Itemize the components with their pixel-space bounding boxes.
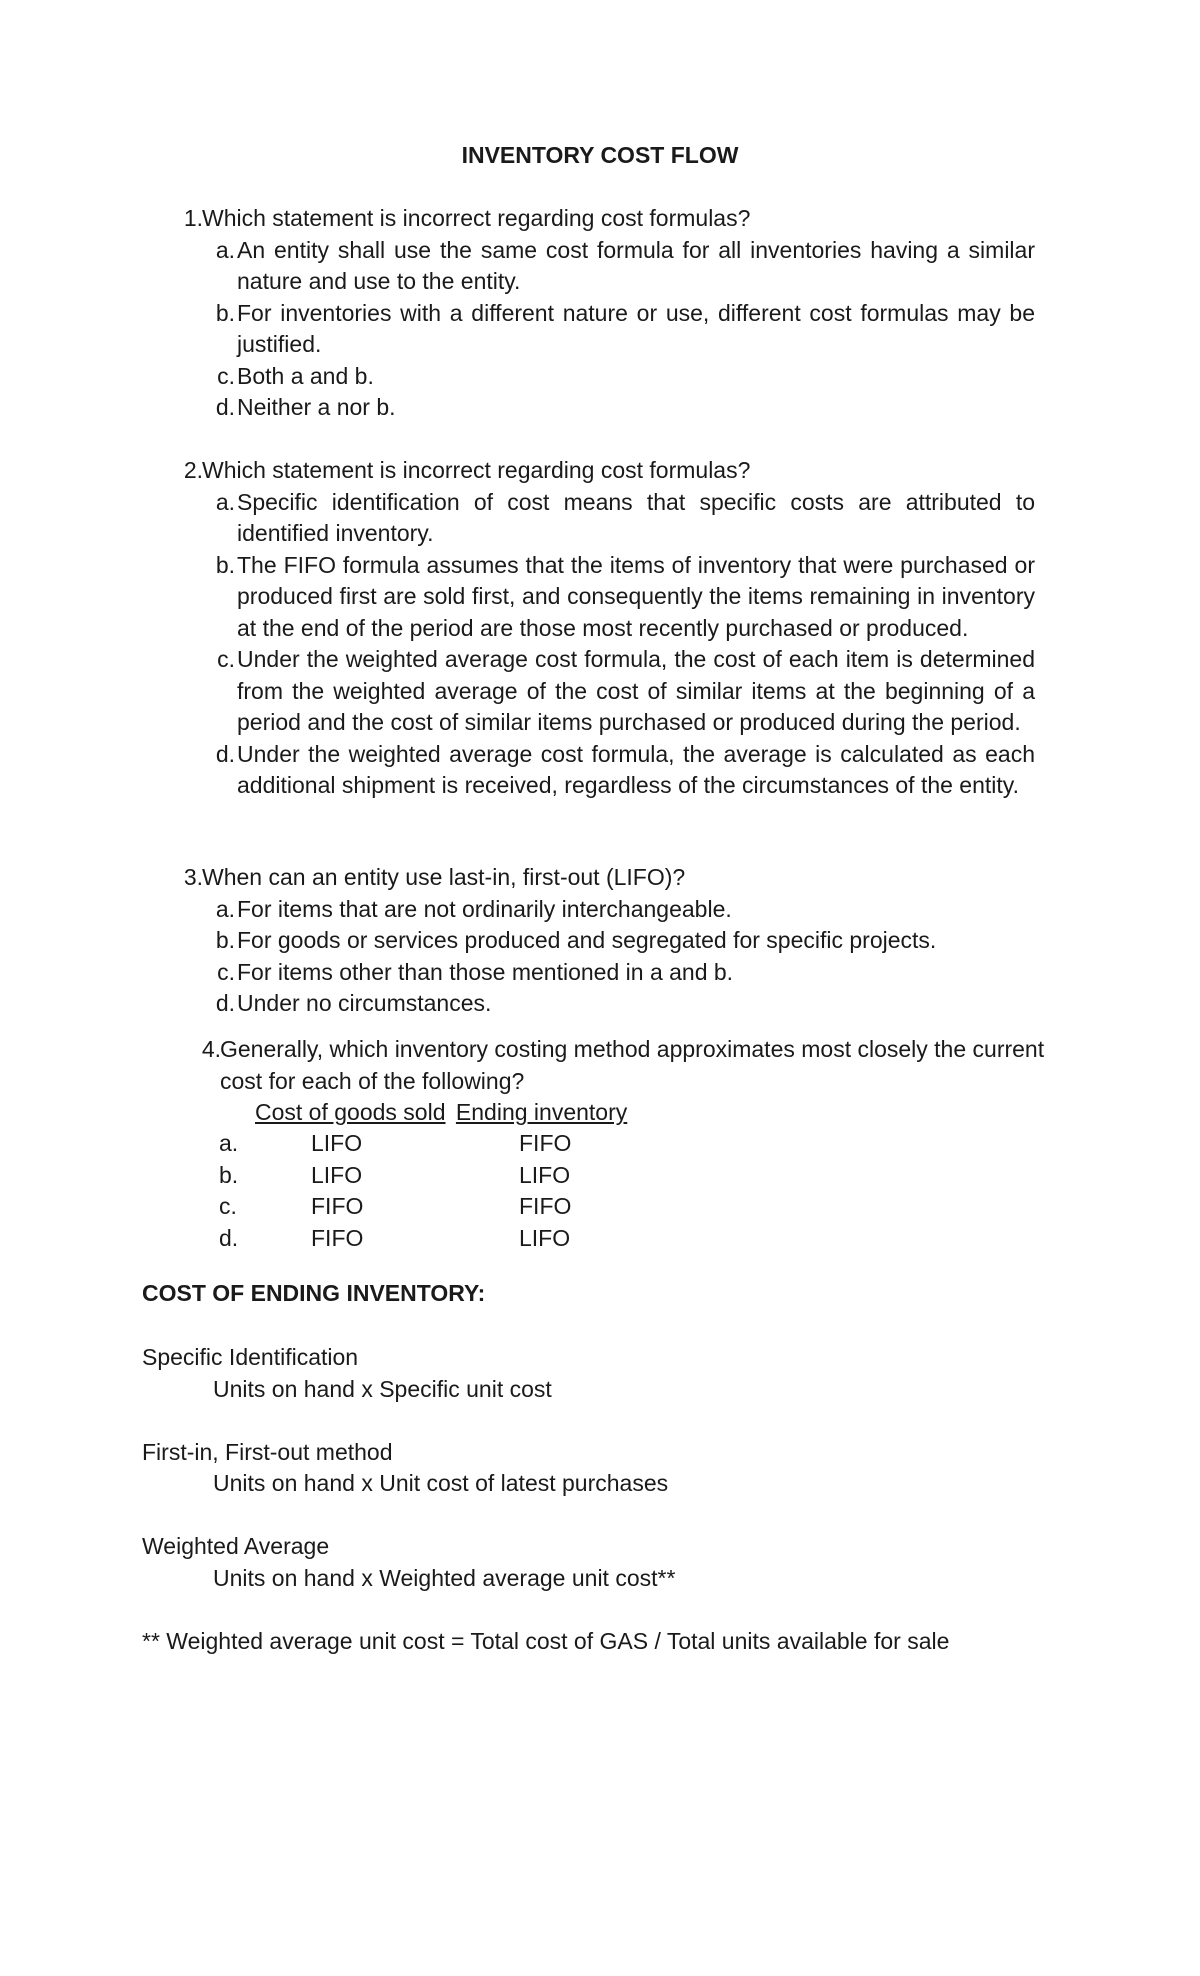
option-b [165, 550, 1035, 645]
question-2 [165, 455, 1035, 802]
question-3 [165, 862, 1035, 1020]
option-a [165, 235, 1035, 298]
table-column-ending [519, 1128, 571, 1254]
row-label: d. [219, 1224, 239, 1251]
option-text: Under the weighted average cost formula, the average is calculated as each additional shipment is received, regardless of the circumstances of the entity. [237, 740, 1035, 798]
cell-cogs: FIFO [311, 1193, 364, 1219]
question-text: Generally, which inventory costing method approximates most closely the current cost for each of the following? [220, 1036, 1045, 1094]
option-text: An entity shall use the same cost formula for all inventories having a similar nature and use to the entity. [237, 236, 1035, 294]
option-label: c. [217, 362, 235, 389]
row-label: c. [219, 1193, 237, 1219]
row-label: a. [219, 1130, 239, 1156]
method-formula: Units on hand x Weighted average unit cost** [213, 1565, 676, 1591]
question-4 [183, 1034, 1063, 1097]
option-d [165, 739, 1035, 802]
question-number: 3. [183, 864, 203, 890]
question-number: 1. [183, 205, 203, 231]
cell-cogs: FIFO [311, 1224, 364, 1251]
column-header-ending: Ending inventory [455, 1099, 628, 1125]
table-row [219, 1128, 239, 1254]
cell-ending: LIFO [519, 1224, 571, 1251]
option-c [165, 957, 1035, 989]
cell-cogs: LIFO [311, 1130, 363, 1156]
option-d [165, 988, 1035, 1020]
option-label: b. [215, 551, 235, 578]
option-label: d. [215, 990, 235, 1016]
option-a [165, 894, 1035, 926]
section-title: COST OF ENDING INVENTORY: [142, 1280, 486, 1306]
row-label: b. [219, 1161, 239, 1188]
option-label: c. [217, 958, 235, 985]
question-text: When can an entity use last-in, first-out (LIFO)? [202, 864, 686, 890]
page-title: INVENTORY COST FLOW [461, 142, 739, 168]
option-label: b. [215, 927, 235, 953]
question-number: 4. [201, 1036, 221, 1062]
option-b [165, 298, 1035, 361]
option-text: Both a and b. [237, 362, 374, 389]
cell-cogs: LIFO [311, 1161, 363, 1188]
cell-ending: FIFO [519, 1130, 572, 1156]
method-name: First-in, First-out method [142, 1439, 393, 1465]
option-label: a. [215, 488, 235, 515]
option-text: Specific identification of cost means that specific costs are attributed to identified inventory. [237, 488, 1035, 546]
question-text: Which statement is incorrect regarding cost formulas? [202, 205, 751, 231]
question-text: Which statement is incorrect regarding cost formulas? [202, 457, 751, 483]
method-formula: Units on hand x Specific unit cost [213, 1376, 552, 1402]
question-number: 2. [183, 457, 203, 483]
table-header-row [255, 1097, 627, 1129]
cell-ending: LIFO [519, 1161, 571, 1188]
option-text: For items other than those mentioned in a and b. [237, 958, 734, 985]
option-b [165, 925, 1035, 957]
option-text: Under no circumstances. [237, 990, 492, 1016]
method-name: Specific Identification [142, 1344, 359, 1370]
question-1 [165, 203, 1035, 424]
option-text: The FIFO formula assumes that the items of inventory that were purchased or produced first are sold first, and consequently the items remaining in inventory at the end of the period are those most recently purchased or produced. [237, 551, 1035, 641]
method-name: Weighted Average [142, 1533, 330, 1559]
option-label: b. [215, 299, 235, 326]
table-column-cogs [311, 1128, 363, 1254]
option-d [165, 392, 1035, 424]
option-label: d. [215, 394, 235, 420]
cell-ending: FIFO [519, 1193, 572, 1219]
option-label: c. [217, 646, 235, 672]
option-text: For items that are not ordinarily interchangeable. [237, 895, 732, 922]
option-c [165, 361, 1035, 393]
option-text: Under the weighted average cost formula, the cost of each item is determined from the weighted average of the cost of similar items at the beginning of a period and the cost of similar items purchased or produced during the period. [237, 646, 1035, 735]
option-text: Neither a nor b. [237, 394, 396, 420]
option-a [165, 487, 1035, 550]
option-label: d. [215, 740, 235, 767]
option-text: For inventories with a different nature or use, different cost formulas may be justified. [237, 299, 1035, 357]
option-label: a. [215, 236, 235, 263]
method-formula: Units on hand x Unit cost of latest purchases [213, 1470, 669, 1496]
option-text: For goods or services produced and segregated for specific projects. [237, 927, 937, 953]
option-label: a. [215, 895, 235, 922]
footnote: ** Weighted average unit cost = Total cost of GAS / Total units available for sale [142, 1628, 950, 1654]
column-header-cogs: Cost of goods sold [255, 1099, 446, 1125]
option-c [165, 644, 1035, 739]
